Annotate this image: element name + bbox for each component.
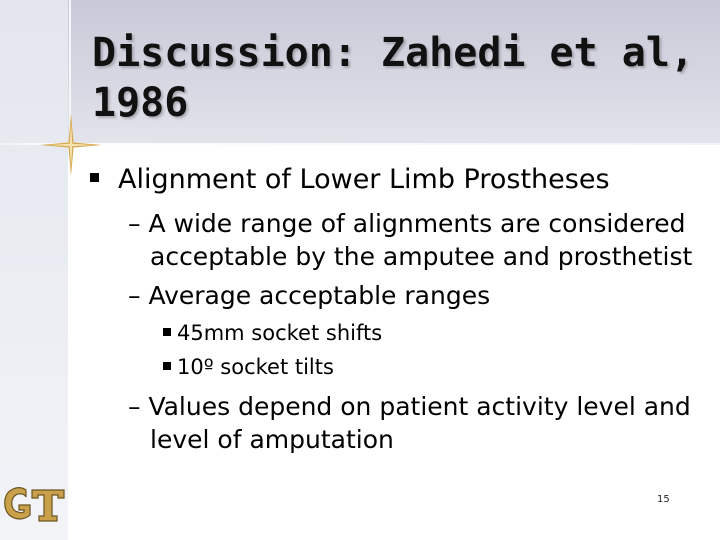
square-bullet-icon [163, 362, 171, 370]
bullet-level3 [163, 320, 382, 346]
bullet-level2 [128, 207, 692, 273]
left-band [0, 0, 68, 540]
title-line-1: Discussion: Zahedi et al, [92, 30, 695, 76]
vertical-divider [69, 0, 71, 540]
bullet-text: A wide range of alignments are considered [148, 209, 686, 238]
bullet-text: Average acceptable ranges [148, 281, 491, 310]
slide-title [92, 28, 694, 128]
dash-marker: – [128, 281, 141, 310]
bullet-level1 [90, 163, 610, 197]
bullet-text-continuation: level of amputation [150, 425, 394, 454]
square-bullet-icon [90, 173, 99, 182]
bullet-text: 45mm socket shifts [177, 321, 383, 345]
bullet-level3 [163, 354, 334, 380]
title-line-2: 1986 [92, 80, 189, 126]
bullet-text: Alignment of Lower Limb Prostheses [118, 164, 610, 195]
horizontal-divider [0, 143, 720, 145]
dash-marker: – [128, 392, 141, 421]
page-number: 15 [657, 494, 670, 505]
bullet-text-continuation: acceptable by the amputee and prosthetist [150, 242, 693, 271]
gt-logo [2, 484, 66, 524]
bullet-level2 [128, 390, 691, 456]
bullet-level2 [128, 279, 490, 312]
bullet-text: Values depend on patient activity level and [148, 392, 691, 421]
bullet-text: 10º socket tilts [177, 355, 334, 379]
dash-marker: – [128, 209, 141, 238]
square-bullet-icon [163, 328, 171, 336]
